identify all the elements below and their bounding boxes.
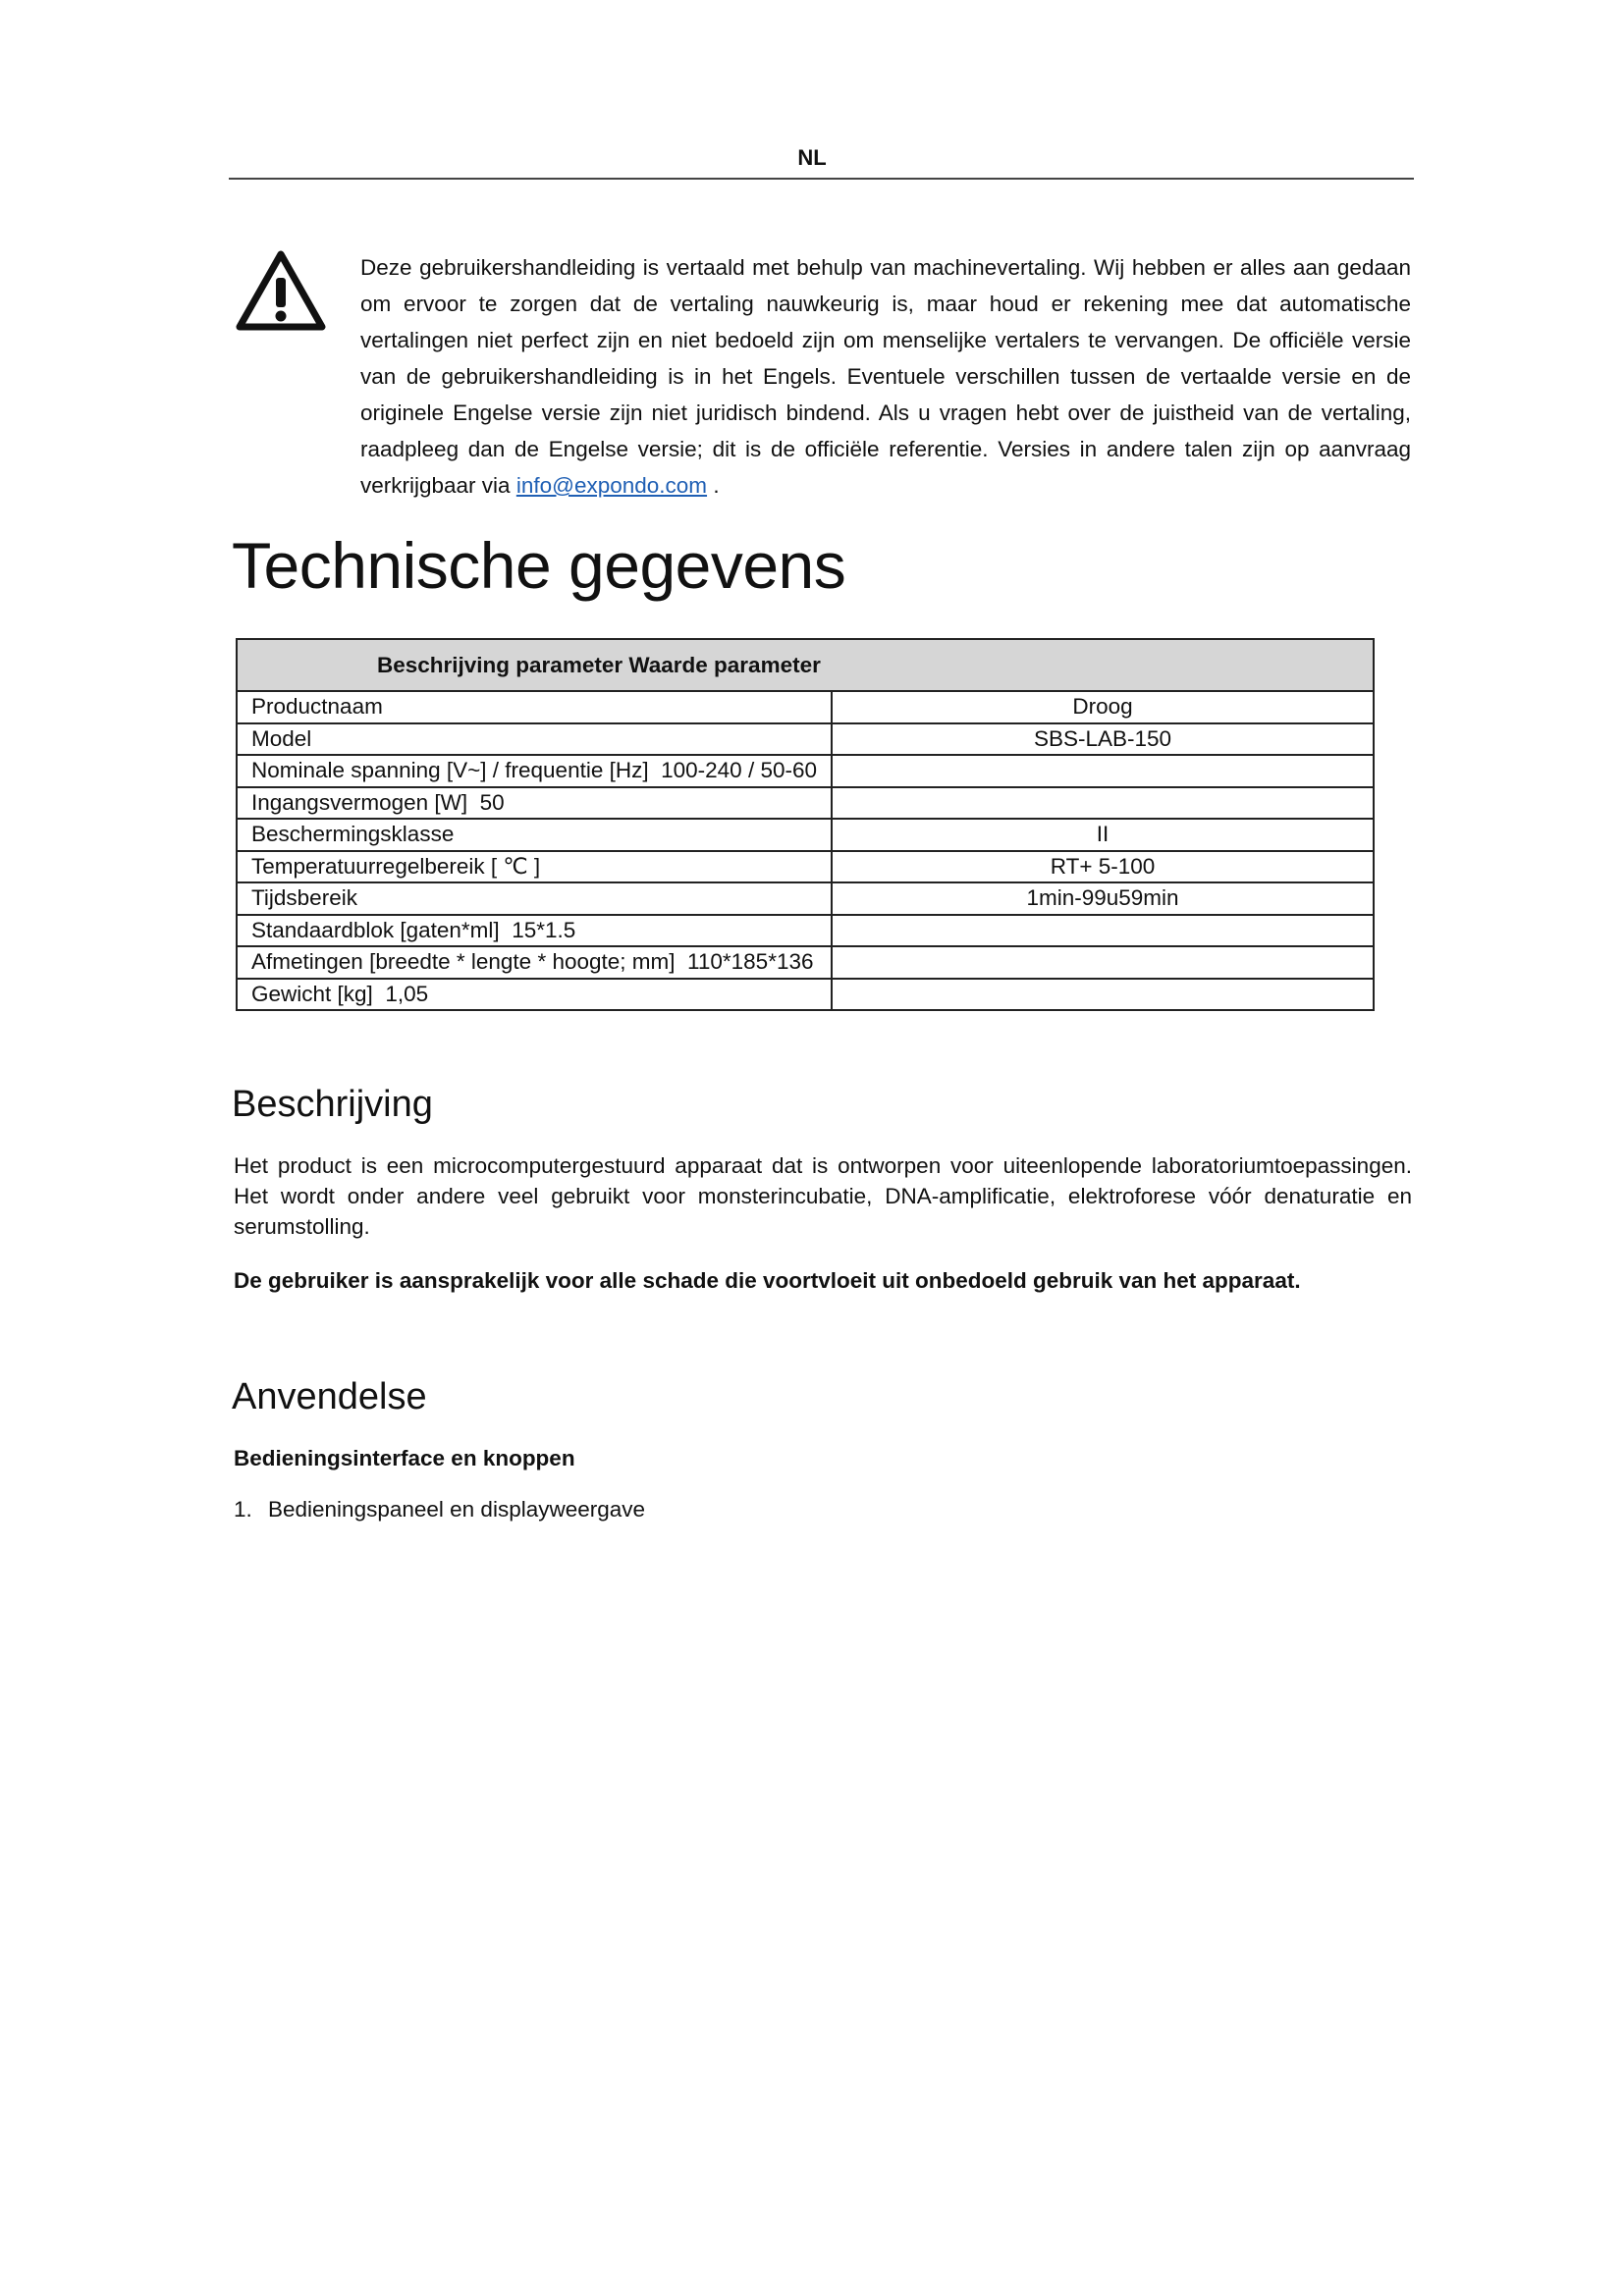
header-divider [229,178,1414,180]
table-header-row [237,639,1374,691]
contact-email-link[interactable]: info@expondo.com [515,473,708,498]
table-row [237,851,1374,883]
param-label: Standaardblok [gaten*ml] [251,917,500,942]
description-paragraph: Het product is een microcomputergestuurd apparaat dat is ontworpen voor uiteenlopende laboratoriumtoepassingen. Het wordt onder andere veel gebruikt voor monsterincubatie, DNA-amplificatie, elektroforese vóór denaturatie en serumstolling. [234,1153,1412,1239]
param-value-empty [832,915,1374,947]
param-value-empty [832,787,1374,820]
param-name: Tijdsbereik [237,882,832,915]
table-row [237,755,1374,787]
table-row [237,723,1374,756]
param-value: RT+ 5-100 [832,851,1374,883]
param-name: Beschermingsklasse [237,819,832,851]
param-value: Droog [832,691,1374,723]
subheading-controls: Bedieningsinterface en knoppen [234,1446,575,1470]
param-label: Ingangsvermogen [W] [251,789,468,815]
list-item [234,1497,645,1522]
param-label: Gewicht [kg] [251,981,373,1006]
param-value: SBS-LAB-150 [832,723,1374,756]
table-row [237,819,1374,851]
param-value-empty [832,979,1374,1011]
param-value-inline: 15*1.5 [512,917,576,942]
param-name: Productnaam [237,691,832,723]
param-value-empty [832,946,1374,979]
param-name [237,755,832,787]
table-row [237,946,1374,979]
param-name: Temperatuurregelbereik [ ℃ ] [237,851,832,883]
notice-end: . [713,473,720,498]
param-name: Model [237,723,832,756]
translation-notice [360,249,1411,504]
param-value-inline: 50 [479,789,505,815]
list-item-label: Bedieningspaneel en displayweergave [268,1497,646,1522]
liability-statement: De gebruiker is aansprakelijk voor alle schade die voortvloeit uit onbedoeld gebruik van het apparaat. [234,1268,1301,1293]
table-row [237,979,1374,1011]
table-row [237,882,1374,915]
table-row [237,915,1374,947]
param-value: 1min-99u59min [832,882,1374,915]
param-value-inline: 1,05 [385,981,429,1006]
table-row [237,691,1374,723]
param-name [237,787,832,820]
param-name [237,946,832,979]
section-heading-anvendelse: Anvendelse [232,1376,427,1417]
param-name [237,915,832,947]
table-row [237,787,1374,820]
warning-icon [236,250,326,331]
page-language-label: NL [797,145,827,170]
list-item-number: 1. [234,1497,252,1522]
spec-table [236,638,1375,1011]
notice-text: Deze gebruikershandleiding is vertaald met behulp van machinevertaling. Wij hebben er alles aan gedaan om ervoor te zorgen dat de vertaling nauwkeurig is, maar houd er rekening mee dat automatische vertalingen niet perfect zijn en niet bedoeld zijn om menselijke vertalers te vervangen. De officiële versie van de gebruikershandleiding is in het Engels. Eventuele verschillen tussen de vertaalde versie en de originele Engelse versie zijn niet juridisch bindend. Als u vragen hebt over de juistheid van de vertaling, raadpleeg dan de Engelse versie; dit is de officiële referentie. Versies in andere talen zijn op aanvraag verkrijgbaar via [360,255,1411,498]
param-value-inline: 110*185*136 [687,949,814,975]
param-label: Nominale spanning [V~] / frequentie [Hz] [251,758,649,783]
table-header: Beschrijving parameter Waarde parameter [237,639,1374,691]
param-name [237,979,832,1011]
param-value: II [832,819,1374,851]
section-heading-beschrijving: Beschrijving [232,1084,433,1125]
param-value-inline: 100-240 / 50-60 [661,758,817,783]
page-title: Technische gegevens [232,529,846,602]
param-label: Afmetingen [breedte * lengte * hoogte; mm] [251,949,676,975]
param-value-empty [832,755,1374,787]
